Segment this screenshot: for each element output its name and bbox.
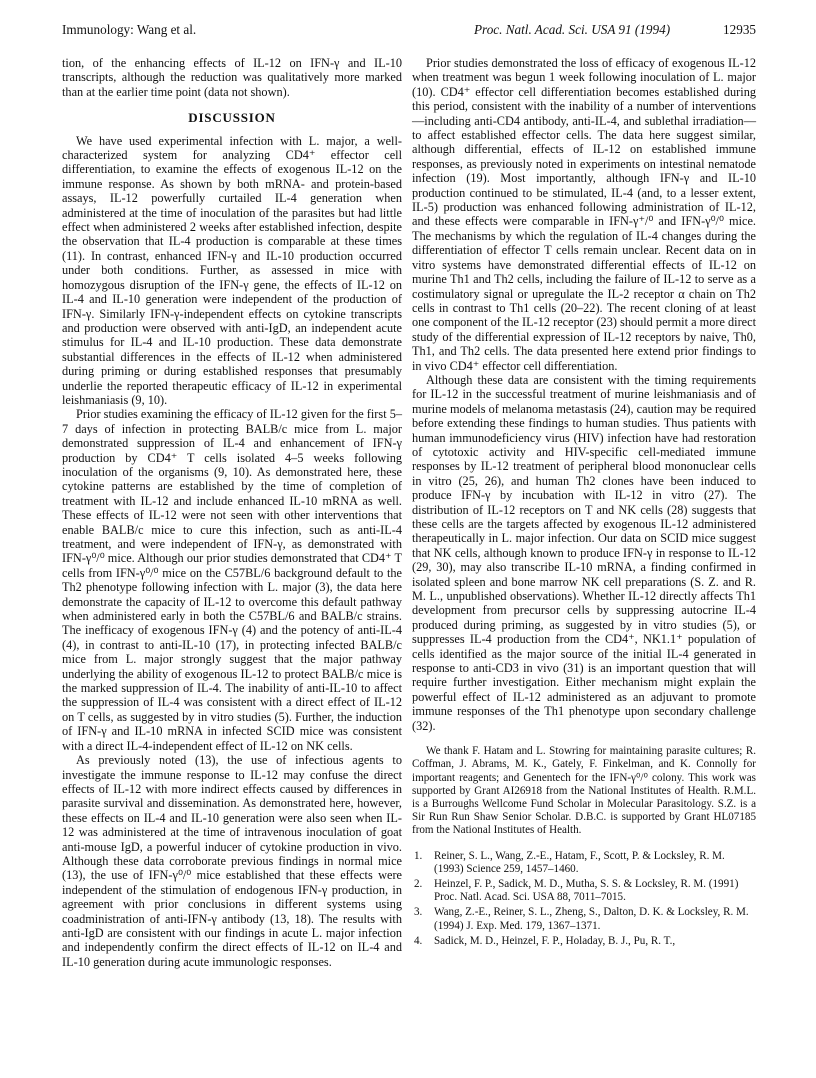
acknowledgments: We thank F. Hatam and L. Stowring for maintaining parasite cultures; R. Coffman, J. Abrams, M. K., Gately, F. Finkelman, and K. Connolly for important reagents; and Genentech for the IFN-γ⁰/⁰ colony. This work was supported by Grant AI26918 from the National Institutes of Health. R.M.L. is a Burroughs Wellcome Fund Scholar in Molecular Parasitology. S.Z. is a Sir Run Run Shaw Senior Scholar. D.B.C. is supported by Grant HL07185 from the National Institutes of Health. xyxy=(412,745,756,837)
right-column xyxy=(412,56,756,950)
header-section-author: Immunology: Wang et al. xyxy=(62,22,197,37)
running-header xyxy=(62,22,756,42)
header-journal-citation: Proc. Natl. Acad. Sci. USA 91 (1994) xyxy=(474,22,671,37)
reference-item: 2. Heinzel, F. P., Sadick, M. D., Mutha, S. S. & Locksley, R. M. (1991) Proc. Natl. Acad. Sci. USA 88, 7011–7015. xyxy=(414,877,739,904)
header-page-number: 12935 xyxy=(723,22,756,37)
continued-paragraph: tion, of the enhancing effects of IL-12 on IFN-γ and IL-10 transcripts, although the reduction was qualitatively more marked than at the earlier time point (data not shown). xyxy=(62,56,402,99)
section-heading-discussion: DISCUSSION xyxy=(188,110,276,126)
discussion-paragraph-2: Prior studies examining the efficacy of IL-12 given for the first 5–7 days of infection in protecting BALB/c mice from L. major demonstrated suppression of IL-4 and enhancement of IFN-γ production by CD4⁺ T cells isolated 4–5 weeks following inoculation of the organisms (9, 10). As demonstrated here, these cytokine patterns are established by the time of completion of treatment with IL-12 and include enhanced IL-10 mRNA as well. These effects of IL-12 were not seen with other interventions that enable BALB/c mice to cure this infection, such as anti-IL-4 treatment, and were independent of IFN-γ, as demonstrated with IFN-γ⁰/⁰ mice. Although our prior studies demonstrated that CD4⁺ T cells from IFN-γ⁰/⁰ mice on the C57BL/6 background default to the Th2 phenotype following infection with L. major (3), the data here demonstrate the capacity of IL-12 to overcome this default pathway when administered early in both the C57BL/6 and BALB/c strains. The inefficacy of exogenous IFN-γ (4) and the potency of anti-IL-4 (4), in contrast to anti-IL-10 (17), in protecting infected BALB/c mice from L. major strongly suggest that the major pathway underlying the ability of exogenous IL-12 to protect BALB/c mice is the marked suppression of IL-4. The inability of anti-IL-10 to affect the suppression of IL-4 was consistent with a direct effect of IL-12 on T cells, as suggested by in vitro studies (5). Further, the induction of IFN-γ and IL-10 mRNA in infected SCID mice was consistent with a direct IL-4-independent effect of IL-12 on NK cells. xyxy=(62,407,402,753)
left-column xyxy=(62,56,402,969)
reference-item: 3. Wang, Z.-E., Reiner, S. L., Zheng, S., Dalton, D. K. & Locksley, R. M. (1994) J. Exp. Med. 179, 1367–1371. xyxy=(414,906,749,932)
reference-item: 4. Sadick, M. D., Heinzel, F. P., Holaday, B. J., Pu, R. T., xyxy=(414,934,676,947)
reference-item: 1. Reiner, S. L., Wang, Z.-E., Hatam, F., Scott, P. & Locksley, R. M. (1993) Science 259, 1457–1460. xyxy=(414,849,725,875)
reference-list xyxy=(412,850,756,948)
discussion-paragraph-5: Although these data are consistent with the timing requirements for IL-12 in the successful treatment of murine leishmaniasis and of murine models of melanoma metastasis (24), caution may be required before extending these findings to human studies. Thus patients with human immunodeficiency virus (HIV) infection have had restoration of cytotoxic activity and HIV-specific cell-mediated immune responses by IL-12 treatment of peripheral blood mononuclear cells in vitro (25, 26), and human Th2 clones have been induced to produce IFN-γ by incubation with IL-12 in vitro (27). The distribution of IL-12 receptors on T and NK cells (28) suggests that these cells are the targets affected by exogenous IL-12 administered therapeutically in L. major infection. Our data on SCID mice suggest that NK cells, although known to produce IFN-γ in response to IL-12 (29, 30), may also transcribe IL-10 mRNA, a finding confirmed in isolated spleen and bone marrow NK cell preparations (S. Z. and R. M. L., unpublished observations). Whether IL-12 directly affects Th1 development from precursor cells by suppressing autocrine IL-4 produced during priming, as suggested by in vitro studies (5), or suppresses IL-4 production from the CD4⁺, NK1.1⁺ population of cells identified as the major source of the initial IL-4 generated in response to anti-CD3 in vivo (31) is an important question that will require further investigation. Either mechanism might explain the powerful effect of IL-12 administered as an adjuvant to promote immune responses of the Th1 phenotype upon secondary challenge (32). xyxy=(412,372,756,733)
discussion-paragraph-3: As previously noted (13), the use of infectious agents to investigate the immune response to IL-12 may confuse the direct effects of IL-12 with more indirect effects caused by differences in parasite survival and dissemination. As demonstrated here, however, these effects on IL-4 and IL-10 generation were also seen when IL-12 was administered at the time of intravenous inoculation of goat anti-mouse IgD, a powerful inducer of cytokine production in vivo. Although these data corroborate previous findings in normal mice (13), the use of IFN-γ⁰/⁰ mice established that these effects were independent of the stimulation of endogenous IFN-γ production, in agreement with prior conclusions in different systems using coadministration of anti-IFN-γ antibody (13, 18). The results with anti-IgD are consistent with our findings in acute L. major infection and independently confirm the direct effects of IL-12 on IL-4 and IL-10 generation during acute immunologic responses. xyxy=(62,753,402,969)
discussion-paragraph-4: Prior studies demonstrated the loss of efficacy of exogenous IL-12 when treatment was begun 1 week following inoculation of L. major (10). CD4⁺ effector cell differentiation becomes established during this period, consistent with the inability of a number of interventions—including anti-CD4 antibody, anti-IL-4, and sublethal irradiation—to affect established effector cells. The data here suggest similar, although differential, effects of IL-12 on established immune responses, as previously noted in experiments on intestinal nematode infection (19). Most importantly, although IFN-γ and IL-10 production continued to be stimulated, IL-4 (and, to a lesser extent, IL-5) production was enhanced following administration of IL-12, and these effects were comparable in IFN-γ⁺/⁰ and IFN-γ⁰/⁰ mice. The mechanisms by which the regulation of IL-4 changes during the differentiation of effector T cells remain unclear. Recent data on in vitro systems have demonstrated differential effects of IL-12 on murine Th1 and Th2 cells, including the failure of IL-12 to serve as a costimulatory signal or upregulate the IL-2 receptor α chain on Th2 cells in contrast to Th1 cells (20–22). The recent cloning of at least one component of the IL-12 receptor (23) should permit a more direct study of the differential expression of IL-12 receptors by naive, Th0, Th1, and Th2 cells. The data presented here extend prior findings to in vivo CD4⁺ effector cell differentiation. xyxy=(412,56,756,373)
discussion-paragraph-1: We have used experimental infection with L. major, a well-characterized system for analyzing CD4⁺ effector cell differentiation, to examine the effects of exogenous IL-12 on the immune response. As shown by both mRNA- and protein-based assays, IL-12 powerfully curtailed IL-4 generation when administered at the time of inoculation of the parasites but had little effect when administered 2 weeks after established infection, despite the observation that IL-4 production is comparable at these times (11). In contrast, enhanced IFN-γ and IL-10 production occurred under both conditions. Further, as assessed in mice with homozygous disruption of the IFN-γ gene, the effects of IL-12 on IL-4 and IL-10 generation were independent of the production of IFN-γ. Similarly IFN-γ-independent effects on cytokine transcripts and production were observed with anti-IgD, an independent acute stimulus for IL-4 and IL-10 production. These data demonstrate substantial differences in the effects of IL-12 when administered during priming or during established responses that presumably underlie the reported therapeutic efficacy of IL-12 in experimental leishmaniasis (9, 10). xyxy=(62,133,402,407)
